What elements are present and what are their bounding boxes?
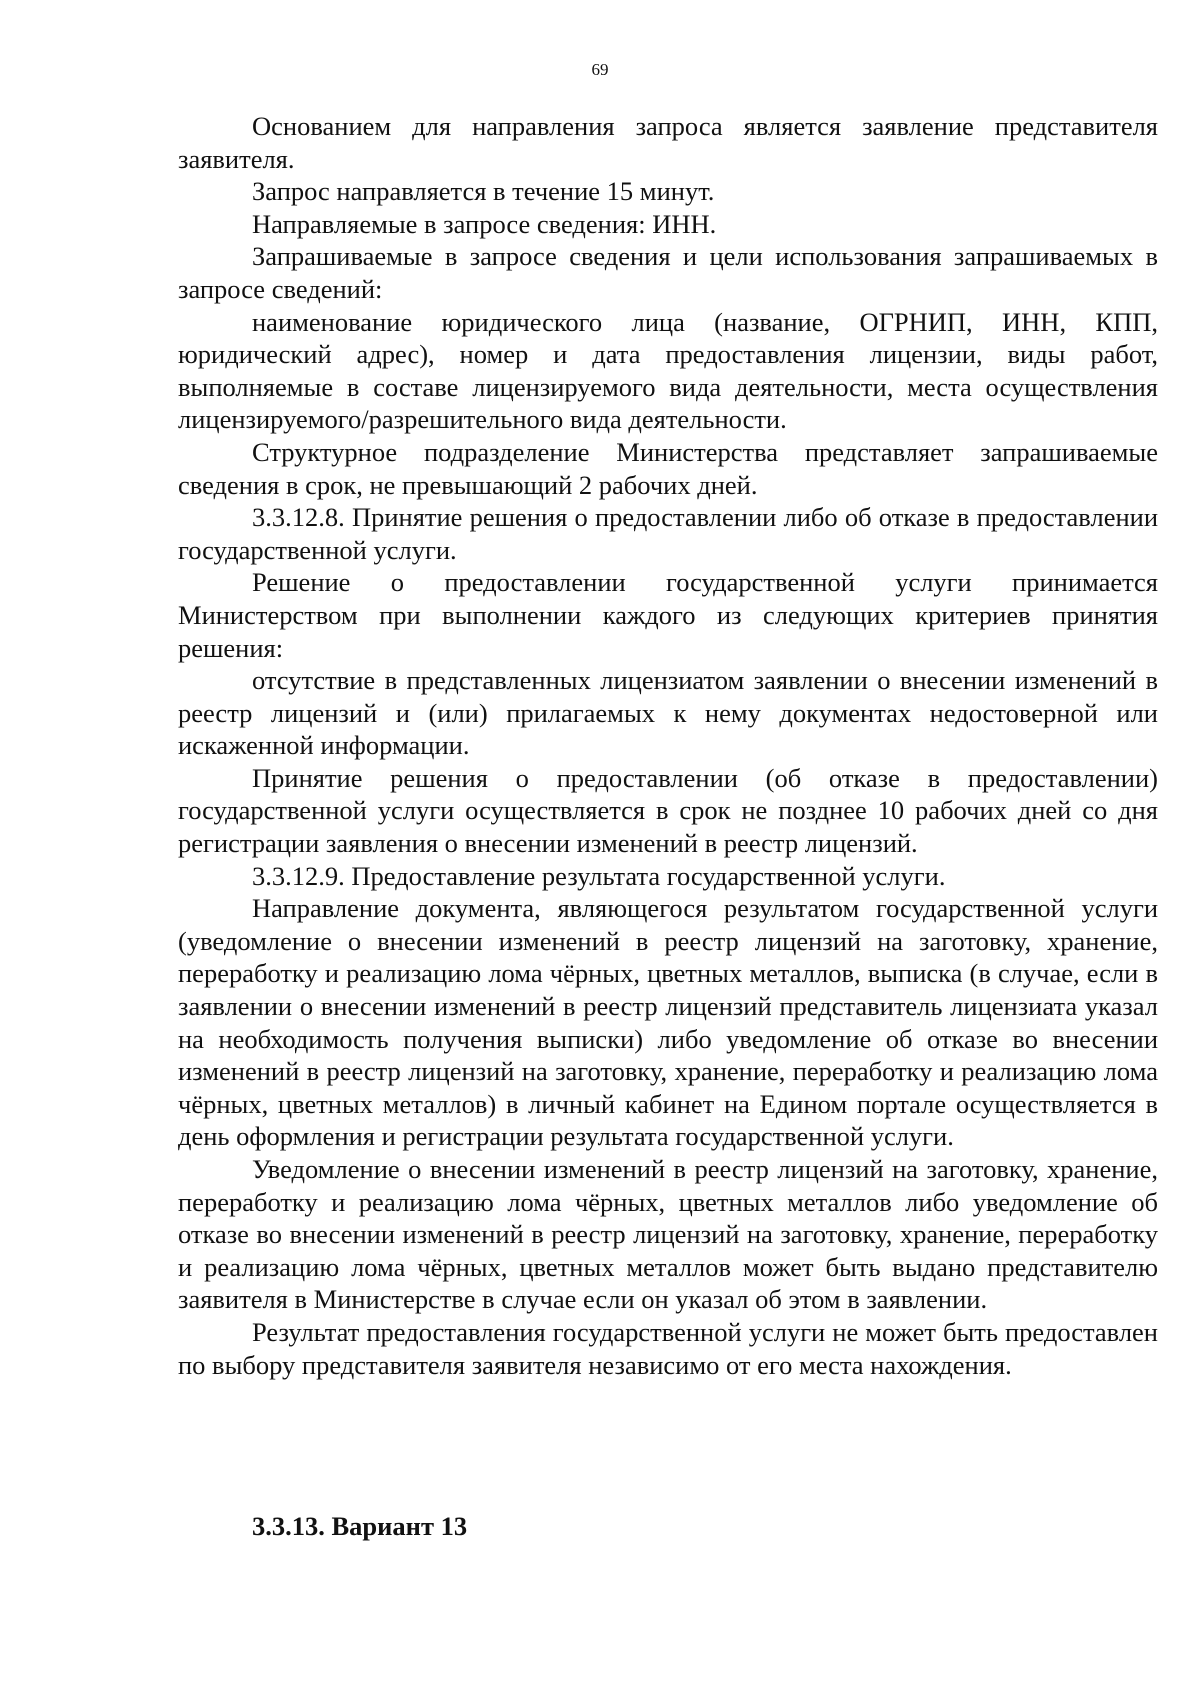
paragraph-request-time: Запрос направляется в течение 15 минут. — [252, 176, 715, 207]
paragraph-department-term: Структурное подразделение Министерства представляет запрашиваемые сведения в срок, не превышающий 2 рабочих дней. — [178, 436, 1158, 500]
paragraph-request-sent-data: Направляемые в запросе сведения: ИНН. — [252, 208, 717, 239]
page-number: 69 — [591, 60, 609, 79]
paragraph-result-location: Результат предоставления государственной услуги не может быть предоставлен по выбору представителя заявителя независимо от его места нахождения. — [178, 1316, 1158, 1380]
paragraph-section-3-3-12-9: 3.3.12.9. Предоставление результата государственной услуги. — [252, 860, 946, 891]
section-heading: 3.3.13. Вариант 13 — [252, 1511, 468, 1541]
paragraph-notification-issue: Уведомление о внесении изменений в реестр лицензий на заготовку, хранение, переработку и реализацию лома чёрных, цветных металлов либо уведомление об отказе во внесении изменений в реестр лицензий на заготовку, хранение, переработку и реализацию лома чёрных, цветных металлов может быть выдано представителю заявителя в Министерстве в случае если он указал об этом в заявлении. — [178, 1154, 1158, 1315]
paragraph-decision-criteria-intro: Решение о предоставлении государственной услуги принимается Министерством при выполнении каждого из следующих критериев принятия решения: — [178, 567, 1158, 663]
paragraph-decision-criterion: отсутствие в представленных лицензиатом заявлении о внесении изменений в реестр лицензий и (или) прилагаемых к нему документах недостоверной или искаженной информации. — [178, 665, 1158, 761]
paragraph-result-delivery: Направление документа, являющегося результатом государственной услуги (уведомление о внесении изменений в реестр лицензий на заготовку, хранение, переработку и реализацию лома чёрных, цветных металлов, выписка (в случае, если в заявлении о внесении изменений в реестр лицензий представитель лицензиата указал на необходимость получения выписки) либо уведомление об отказе во внесении изменений в реестр лицензий на заготовку, хранение, переработку и реализацию лома чёрных, цветных металлов) в личный кабинет на Едином портале осуществляется в день оформления и регистрации результата государственной услуги. — [178, 893, 1158, 1152]
paragraph-section-3-3-12-8: 3.3.12.8. Принятие решения о предоставлении либо об отказе в предоставлении государственной услуги. — [178, 502, 1158, 565]
paragraph-decision-term: Принятие решения о предоставлении (об отказе в предоставлении) государственной услуги осуществляется в срок не позднее 10 рабочих дней со дня регистрации заявления о внесении изменений в реестр лицензий. — [178, 762, 1158, 859]
paragraph-requested-data-intro: Запрашиваемые в запросе сведения и цели использования запрашиваемых в запросе сведений: — [178, 241, 1158, 304]
paragraph-requested-data-list: наименование юридического лица (название, ОГРНИП, ИНН, КПП, юридический адрес), номер и дата предоставления лицензии, виды работ, выполняемые в составе лицензируемого вида деятельности, места осуществления лицензируемого/разрешительного вида деятельности. — [178, 306, 1158, 435]
paragraph-request-basis: Основанием для направления запроса является заявление представителя заявителя. — [178, 111, 1158, 174]
document-body — [178, 110, 1158, 1381]
